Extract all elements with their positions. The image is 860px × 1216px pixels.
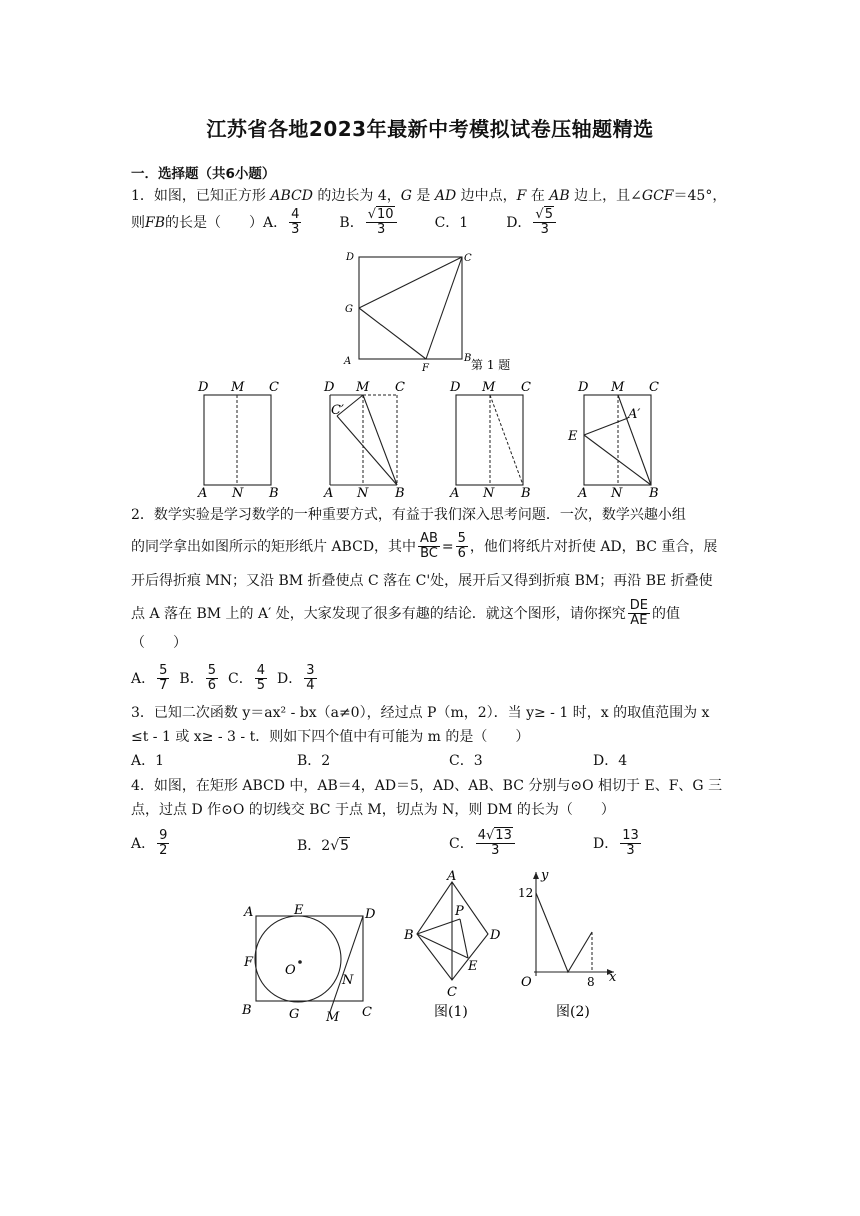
q1-label-G: G [345,304,353,315]
svg-text:8: 8 [587,975,595,989]
svg-text:x: x [609,970,617,985]
q4-line2: 点，过点 D 作⊙O 的切线交 BC 于点 M，切点为 N，则 DM 的长为（ ） [131,802,615,818]
q2-figures [190,376,670,500]
q1-optB-fraction: $\frac{√10}{3}$ [366,208,397,237]
q1-label-F: F [422,363,429,374]
svg-text:P: P [455,904,464,919]
q3-optB: B．2 [297,753,331,769]
svg-text:C′: C′ [331,403,344,418]
q1-label-D: D [346,252,355,263]
q3-optD: D．4 [593,753,628,769]
q4-optB: B．2√5 [297,838,350,854]
svg-text:B: B [242,1003,252,1018]
svg-text:12: 12 [518,886,534,900]
q1-figure-caption: 第 1 题 [471,358,511,372]
q1-label-B: B [464,353,472,364]
svg-text:E: E [468,959,478,974]
page-title: 江苏省各地2023年最新中考模拟试卷压轴题精选 [206,117,654,141]
svg-text:M: M [231,380,245,395]
svg-text:N: N [611,486,623,500]
q4-kite-figure [403,869,501,1020]
q1-line1: 1．如图，已知正方形 ABCD 的边长为 4，G 是 AD 边中点，F 在 AB 边上，且∠GCF＝45°， [131,188,727,204]
svg-text:A: A [244,905,254,920]
q4-optA: A． $\frac{9}{2}$ [131,828,168,858]
q3-line2: ≤t - 1 或 x≥ - 3 - t．则如下四个值中有可能为 m 的是（ ） [131,729,530,745]
q4-figures [238,866,628,1026]
svg-text:D: D [450,380,461,395]
q1-optD-fraction: $\frac{√5}{3}$ [533,208,556,237]
q2-panel-2 [323,380,405,500]
q2-line3: 开后得折痕 MN；又沿 BM 折叠使点 C 落在 C'处，展开后又得到折痕 BM；再沿 BE 折叠使 [131,573,713,589]
svg-text:C: C [395,380,405,395]
svg-text:C: C [649,380,659,395]
svg-text:A: A [198,486,208,500]
svg-text:B: B [269,486,279,500]
svg-text:A′: A′ [628,407,641,422]
svg-text:A: A [447,869,457,884]
svg-text:C: C [447,985,457,1000]
svg-text:N: N [232,486,244,500]
q4-circle-figure [241,903,376,1025]
svg-text:N: N [342,973,354,988]
q4-fig2-caption: 图(2) [556,1004,590,1020]
q2-line4: 点 A 落在 BM 上的 A′ 处，大家发现了很多有趣的结论．就这个图形，请你探究 $\frac{DE}{AE}$ 的值 [131,598,680,628]
svg-text:B: B [649,486,659,500]
q3-line1: 3．已知二次函数 y＝ax² - bx（a≠0），经过点 P（m，2）．当 y≥ - 1 时，x 的取值范围为 x [131,705,710,721]
svg-text:C: C [362,1005,372,1020]
svg-text:M: M [482,380,496,395]
svg-text:D: D [490,928,501,943]
svg-text:N: N [483,486,495,500]
svg-text:M: M [326,1010,340,1025]
q4-fig1-caption: 图(1) [434,1004,468,1020]
svg-text:E: E [294,903,304,918]
section-heading: 一．选择题（共6小题） [131,166,276,182]
q4-line1: 4．如图，在矩形 ABCD 中，AB＝4，AD＝5，AD、AB、BC 分别与⊙O 相切于 E、F、G 三 [131,778,723,794]
q1-label-C: C [464,253,472,264]
q4-graph-figure [518,868,617,1020]
q3-optA: A．1 [131,753,165,769]
svg-text:y: y [541,868,549,883]
q4-optC: C． $\frac{4√13}{3}$ [449,829,517,858]
svg-text:O: O [521,975,532,990]
svg-text:E: E [568,429,578,444]
q2-line2: 的同学拿出如图所示的矩形纸片 ABCD，其中 $\frac{AB}{BC}$ = $\frac{5}{6}$ ，他们将纸片对折使 AD，BC 重合，展 [131,531,718,561]
svg-text:B: B [404,928,414,943]
q3-optC: C．3 [449,753,483,769]
svg-text:D: D [324,380,335,395]
q4-optD: D． $\frac{13}{3}$ [593,828,639,858]
svg-text:N: N [357,486,369,500]
q2-line5: （ ） [131,635,187,651]
svg-text:A: A [450,486,460,500]
svg-text:A: A [324,486,334,500]
svg-text:C: C [269,380,279,395]
q2-panel-1 [197,380,279,500]
q2-panel-4 [567,380,659,500]
q1-line2: 则 FB 的长是（ ）A． $\frac{4}{3}$ B． $\frac{√10}{3}$ C．1 D． $\frac{√5}{3}$ [131,208,558,237]
svg-text:M: M [611,380,625,395]
svg-text:D: D [198,380,209,395]
svg-text:A: A [578,486,588,500]
svg-text:G: G [289,1007,300,1022]
svg-text:C: C [521,380,531,395]
q1-label-A: A [344,356,352,367]
svg-text:D: D [578,380,589,395]
q1-optA-fraction: $\frac{4}{3}$ [291,207,300,237]
svg-text:M: M [356,380,370,395]
svg-text:F: F [244,955,254,970]
svg-text:B: B [395,486,405,500]
q2-options: A． $\frac{5}{7}$ B． $\frac{5}{6}$ C． $\frac{4}{5}$ D． $\frac{3}{4}$ [131,663,315,693]
q1-figure [340,250,540,376]
q2-line1: 2．数学实验是学习数学的一种重要方式，有益于我们深入思考问题．一次，数学兴趣小组 [131,507,686,523]
q2-panel-3 [449,380,531,500]
svg-text:O: O [285,963,296,978]
svg-text:D: D [365,907,376,922]
svg-text:B: B [521,486,531,500]
